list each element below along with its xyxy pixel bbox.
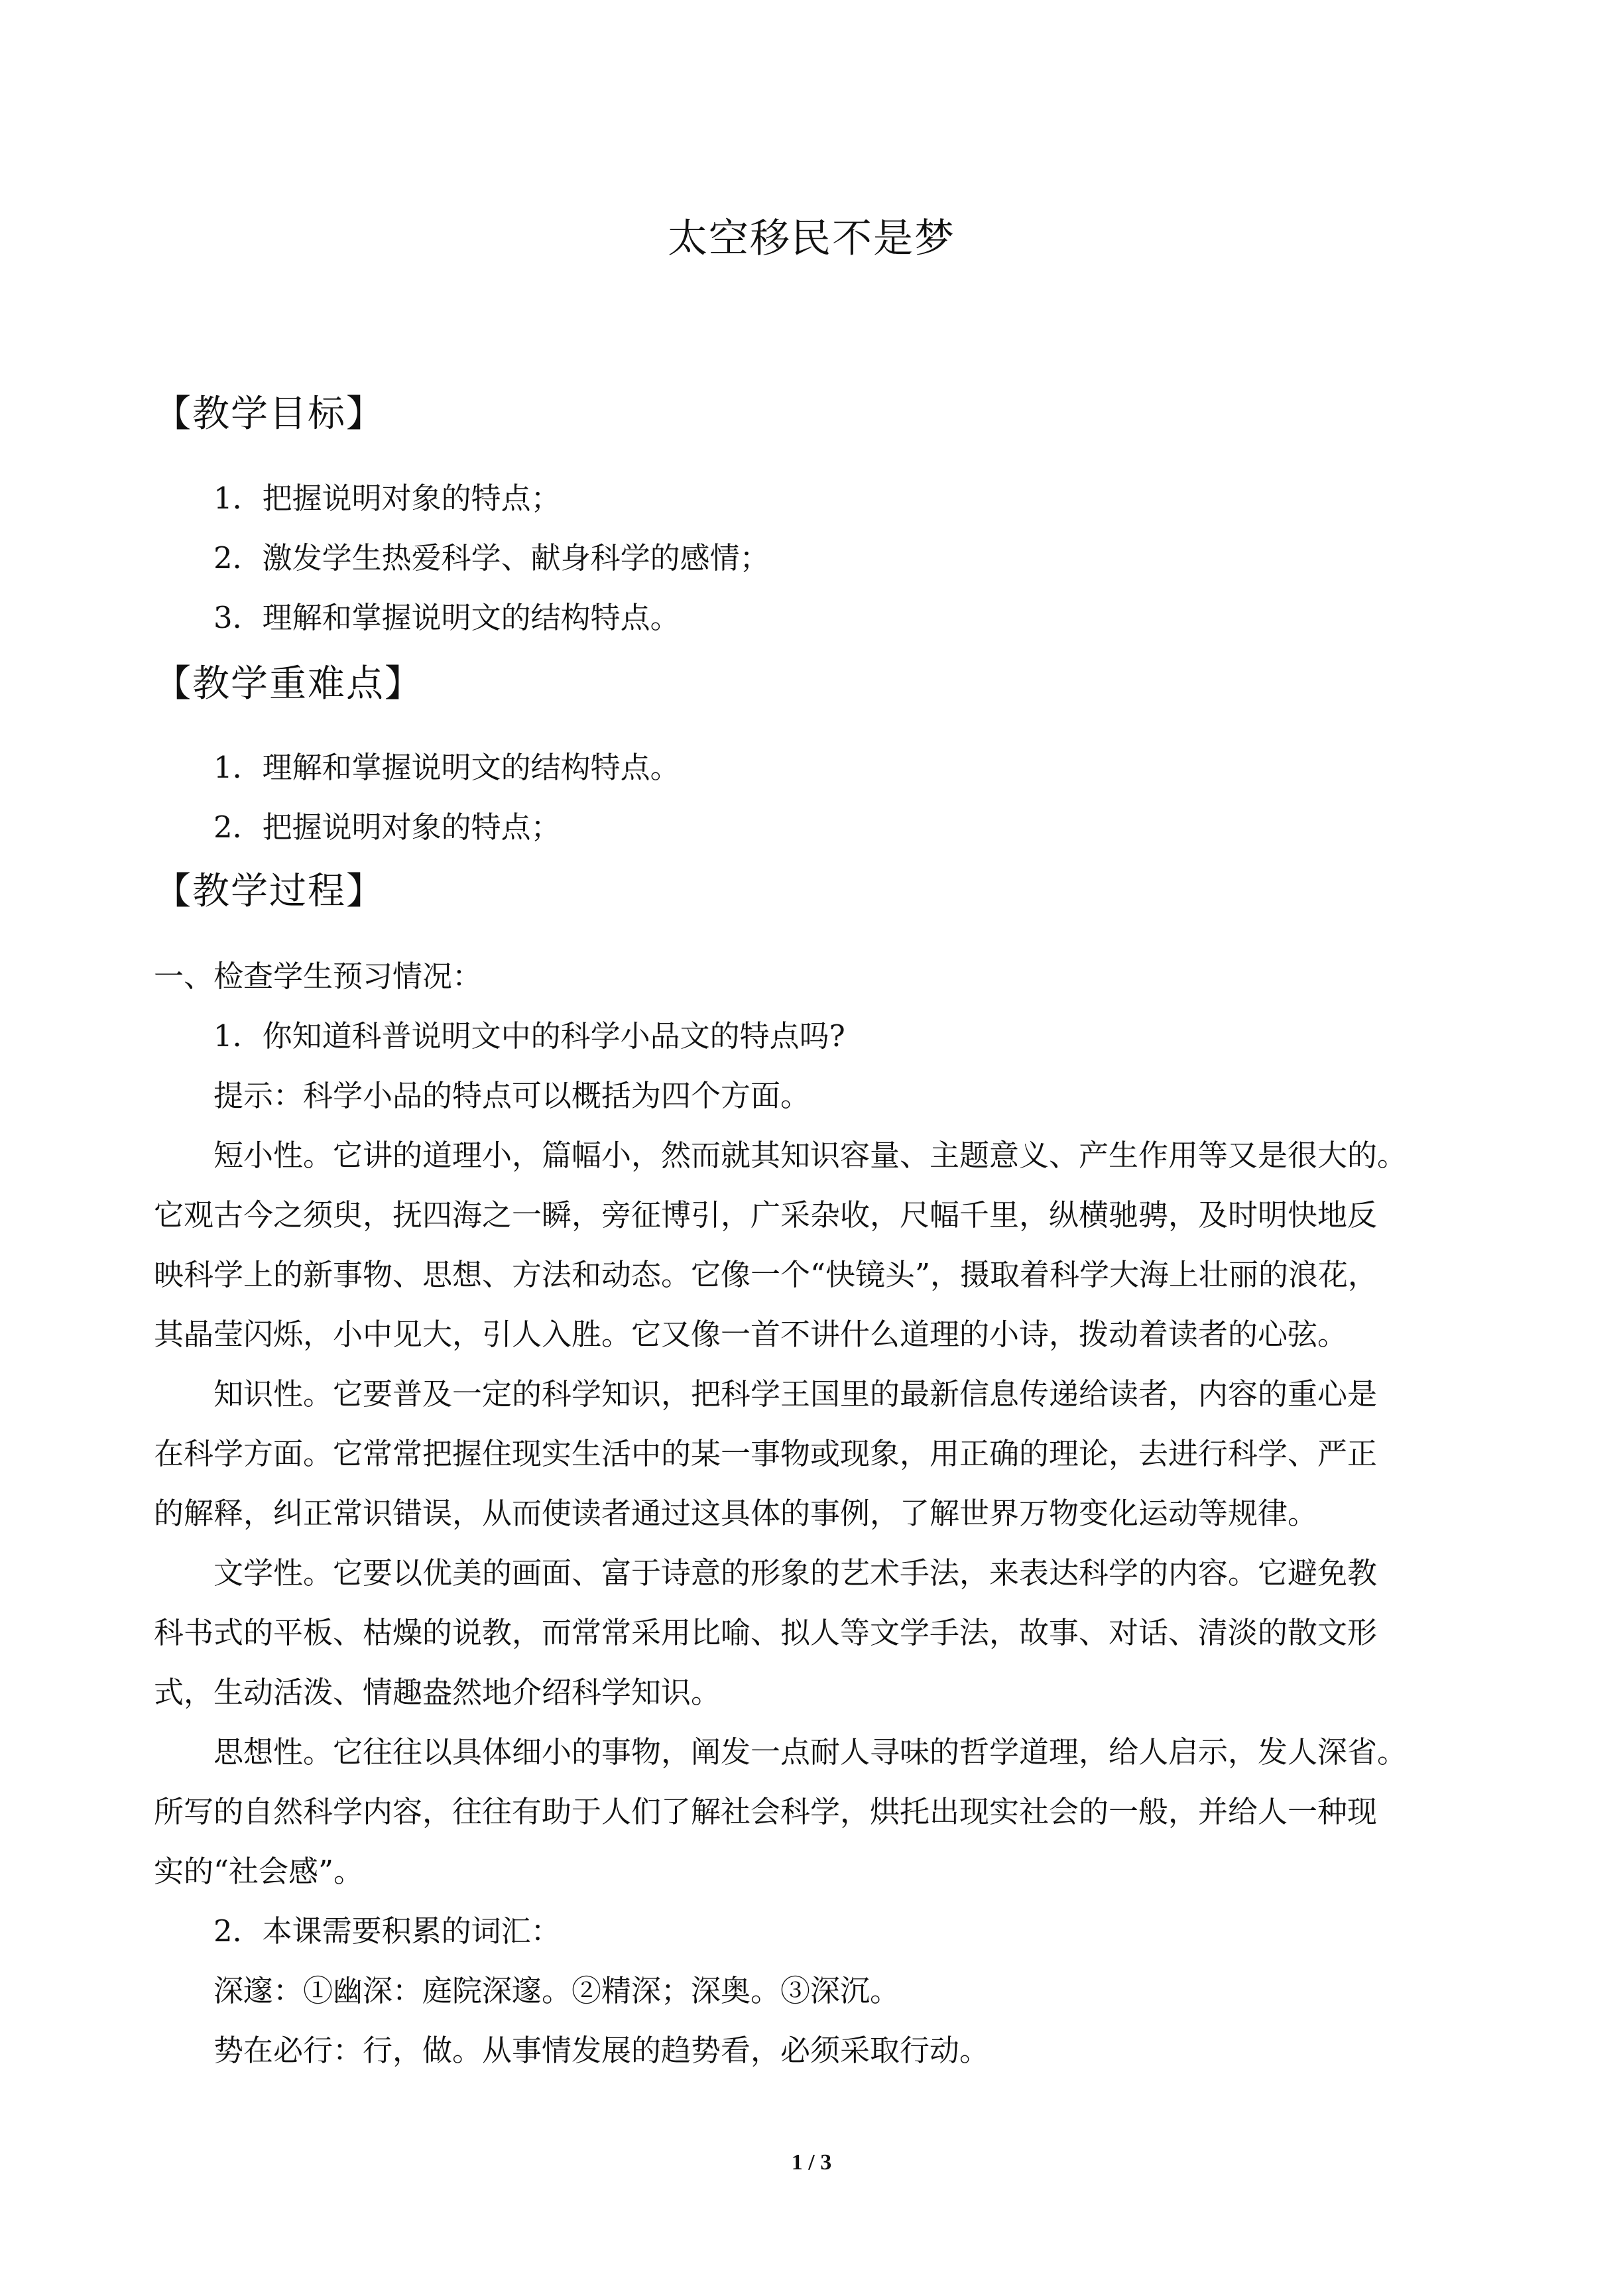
hint: 提示：科学小品的特点可以概括为四个方面。	[213, 1078, 811, 1113]
page-number: 1 / 3	[791, 2150, 832, 2175]
paragraph-line: 式，生动活泼、情趣盎然地介绍科学知识。	[154, 1675, 721, 1710]
paragraph-line: 在科学方面。它常常把握住现实生活中的某一事物或现象，用正确的理论，去进行科学、严正	[154, 1436, 1378, 1471]
question: 2．本课需要积累的词汇：	[213, 1913, 561, 1949]
goal-item: 1．把握说明对象的特点；	[213, 481, 561, 516]
question: 1．你知道科普说明文中的科学小品文的特点吗?	[213, 1018, 845, 1054]
vocab-item: 势在必行：行，做。从事情发展的趋势看，必须采取行动。	[213, 2033, 990, 2068]
key-point-item: 1．理解和掌握说明文的结构特点。	[213, 750, 680, 785]
section-heading-goals: 【教学目标】	[154, 393, 385, 436]
paragraph-line: 知识性。它要普及一定的科学知识，把科学王国里的最新信息传递给读者，内容的重心是	[213, 1376, 1378, 1412]
paragraph-line: 实的“社会感”。	[154, 1854, 364, 1889]
paragraph-line: 科书式的平板、枯燥的说教，而常常采用比喻、拟人等文学手法，故事、对话、清淡的散文形	[154, 1615, 1378, 1650]
section-heading-key-points: 【教学重难点】	[154, 662, 423, 705]
section-heading-process: 【教学过程】	[154, 870, 385, 913]
page-title: 太空移民不是梦	[668, 215, 955, 262]
key-point-item: 2．把握说明对象的特点；	[213, 810, 561, 845]
paragraph-line: 短小性。它讲的道理小，篇幅小，然而就其知识容量、主题意义、产生作用等又是很大的。	[213, 1138, 1408, 1173]
goal-item: 2．激发学生热爱科学、献身科学的感情；	[213, 540, 770, 575]
paragraph-line: 其晶莹闪烁，小中见大，引人入胜。它又像一首不讲什么道理的小诗，拨动着读者的心弦。	[154, 1317, 1348, 1352]
paragraph-line: 所写的自然科学内容，往往有助于人们了解社会科学，烘托出现实社会的一般，并给人一种现	[154, 1794, 1378, 1829]
paragraph-line: 文学性。它要以优美的画面、富于诗意的形象的艺术手法，来表达科学的内容。它避免教	[213, 1555, 1378, 1591]
paragraph-line: 的解释，纠正常识错误，从而使读者通过这具体的事例，了解世界万物变化运动等规律。	[154, 1496, 1318, 1531]
process-step: 一、检查学生预习情况：	[154, 959, 483, 994]
paragraph-line: 思想性。它往往以具体细小的事物，阐发一点耐人寻味的哲学道理，给人启示，发人深省。	[213, 1734, 1408, 1770]
paragraph-line: 它观古今之须臾，抚四海之一瞬，旁征博引，广采杂收，尺幅千里，纵横驰骋，及时明快地反	[154, 1197, 1378, 1233]
paragraph-line: 映科学上的新事物、思想、方法和动态。它像一个“快镜头”，摄取着科学大海上壮丽的浪花，	[154, 1257, 1378, 1292]
vocab-item: 深邃：①幽深：庭院深邃。②精深；深奥。③深沉。	[213, 1973, 900, 2008]
goal-item: 3．理解和掌握说明文的结构特点。	[213, 600, 680, 635]
